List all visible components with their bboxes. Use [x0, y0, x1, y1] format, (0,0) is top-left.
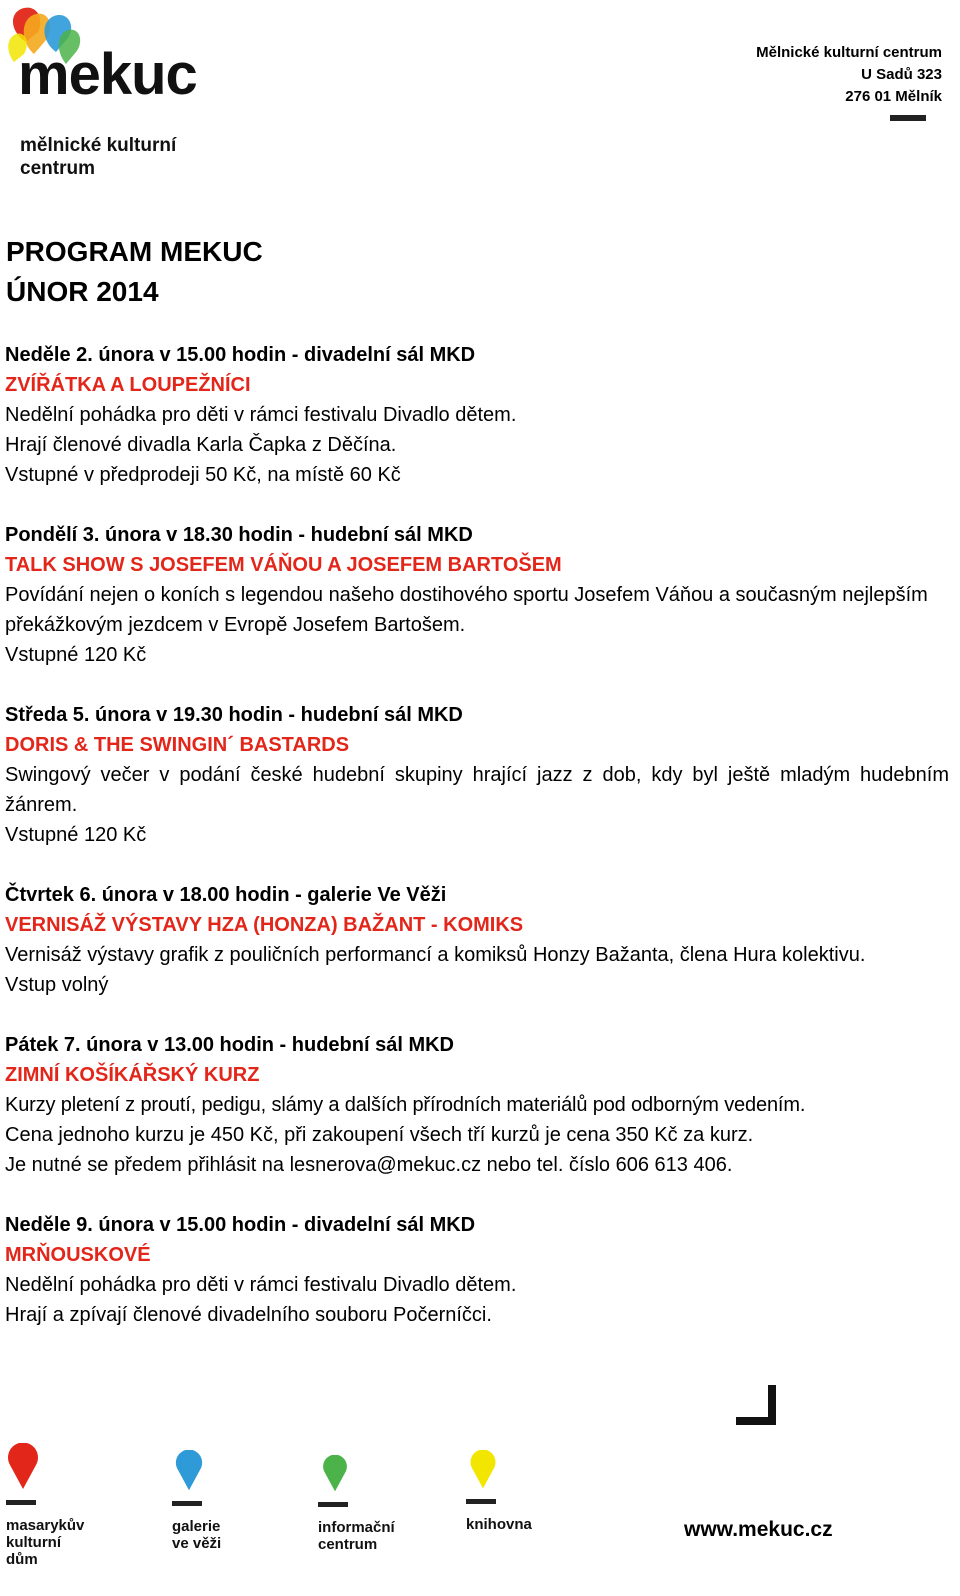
blue-pin-icon: [172, 1450, 206, 1492]
event-text: Nedělní pohádka pro děti v rámci festivalu Divadlo dětem.: [5, 1274, 517, 1296]
address-line: U Sadů 323: [861, 66, 942, 83]
event-name: MRŇOUSKOVÉ: [5, 1244, 151, 1266]
footer-divider: [172, 1501, 202, 1506]
footer-divider: [466, 1499, 496, 1504]
event-text: Kurzy pletení z proutí, pedigu, slámy a dalších přírodních materiálů pod odborným vedením.: [5, 1094, 806, 1116]
event-price: Vstupné 120 Kč: [5, 644, 147, 666]
event-text: Hrají členové divadla Karla Čapka z Děčína.: [5, 434, 397, 456]
event-text: Hrají a zpívají členové divadelního souboru Počerníčci.: [5, 1304, 492, 1326]
footer-venue-knihovna: [466, 1450, 532, 1533]
event-item: [5, 1210, 949, 1330]
event-price: Vstup volný: [5, 974, 109, 996]
event-description: Vernisáž výstavy grafik z pouličních performancí a komiksů Honzy Bažanta, člena Hura kolektivu.: [5, 944, 866, 966]
event-price: Vstupné 120 Kč: [5, 824, 147, 846]
footer-venue-ic: [318, 1455, 395, 1553]
event-heading: Neděle 9. února v 15.00 hodin - divadelní sál MKD: [5, 1214, 476, 1236]
page-title-line: ÚNOR 2014: [6, 276, 159, 307]
event-name: TALK SHOW S JOSEFEM VÁŇOU A JOSEFEM BARTOŠEM: [5, 554, 562, 576]
footer-venue-label-line: knihovna: [466, 1516, 532, 1533]
logo-subtitle-line: centrum: [20, 158, 95, 179]
logo-wordmark: mekuc: [18, 42, 197, 107]
event-item: [5, 340, 949, 490]
footer-venue-label: [318, 1519, 395, 1553]
event-item: [5, 520, 949, 670]
event-name: ZVÍŘÁTKA A LOUPEŽNÍCI: [5, 374, 251, 396]
footer-venue-label-line: centrum: [318, 1536, 378, 1553]
footer-venue-label-line: galerie: [172, 1518, 221, 1535]
event-contact: Je nutné se předem přihlásit na lesnerova@mekuc.cz nebo tel. číslo 606 613 406.: [5, 1154, 733, 1176]
event-heading: Pátek 7. února v 13.00 hodin - hudební sál MKD: [5, 1034, 454, 1056]
event-heading: Neděle 2. února v 15.00 hodin - divadelní sál MKD: [5, 344, 476, 366]
footer-venue-label-line: ve věži: [172, 1535, 222, 1552]
footer-venue-galerie: [172, 1450, 221, 1552]
address-block: [756, 42, 942, 108]
red-pin-icon: [6, 1443, 40, 1491]
event-item: [5, 880, 949, 1000]
event-name: ZIMNÍ KOŠÍKÁŘSKÝ KURZ: [5, 1064, 260, 1086]
green-pin-icon: [318, 1455, 352, 1493]
page-title: [6, 232, 263, 312]
event-heading: Čtvrtek 6. února v 18.00 hodin - galerie Ve Věži: [5, 884, 447, 906]
event-list: [5, 340, 949, 1360]
event-description: Povídání nejen o koních s legendou našeho dostihového sportu Josefem Váňou a současným nejlepším překážkovým jezdcem v Evropě Josefem Bartošem.: [5, 584, 928, 636]
yellow-pin-icon: [466, 1450, 500, 1490]
event-name: DORIS & THE SWINGIN´ BASTARDS: [5, 734, 350, 756]
website-link[interactable]: www.mekuc.cz: [684, 1518, 833, 1541]
footer-venue-label-line: masarykův: [6, 1517, 85, 1534]
address-line: Mělnické kulturní centrum: [756, 44, 942, 61]
event-item: [5, 700, 949, 850]
event-name: VERNISÁŽ VÝSTAVY HZA (HONZA) BAŽANT - KOMIKS: [5, 914, 524, 936]
footer-venue-mkd: [6, 1443, 84, 1568]
address-divider: [890, 115, 926, 121]
footer-divider: [6, 1500, 36, 1505]
footer-venue-label-line: informační: [318, 1519, 395, 1536]
footer-divider: [318, 1502, 348, 1507]
corner-mark-icon: [736, 1385, 776, 1425]
footer-venue-label: [6, 1517, 84, 1568]
event-item: [5, 1030, 949, 1180]
event-text: Nedělní pohádka pro děti v rámci festivalu Divadlo dětem.: [5, 404, 517, 426]
footer-venue-label-line: kulturní: [6, 1534, 61, 1551]
logo-subtitle: [20, 134, 176, 180]
event-price: Vstupné v předprodeji 50 Kč, na místě 60 Kč: [5, 464, 401, 486]
page-title-line: PROGRAM MEKUC: [6, 236, 263, 267]
event-text: Cena jednoho kurzu je 450 Kč, při zakoupení všech tří kurzů je cena 350 Kč za kurz.: [5, 1124, 754, 1146]
address-line: 276 01 Mělník: [845, 88, 942, 105]
footer-venue-label: [172, 1518, 221, 1552]
event-heading: Pondělí 3. února v 18.30 hodin - hudební sál MKD: [5, 524, 473, 546]
logo-subtitle-line: mělnické kulturní: [20, 135, 177, 156]
event-heading: Středa 5. února v 19.30 hodin - hudební sál MKD: [5, 704, 463, 726]
event-description: Swingový večer v podání české hudební skupiny hrající jazz z dob, kdy byl ještě mladým hudebním žánrem.: [5, 764, 949, 816]
footer-venue-label-line: dům: [6, 1551, 38, 1568]
footer-venue-label: [466, 1516, 532, 1533]
